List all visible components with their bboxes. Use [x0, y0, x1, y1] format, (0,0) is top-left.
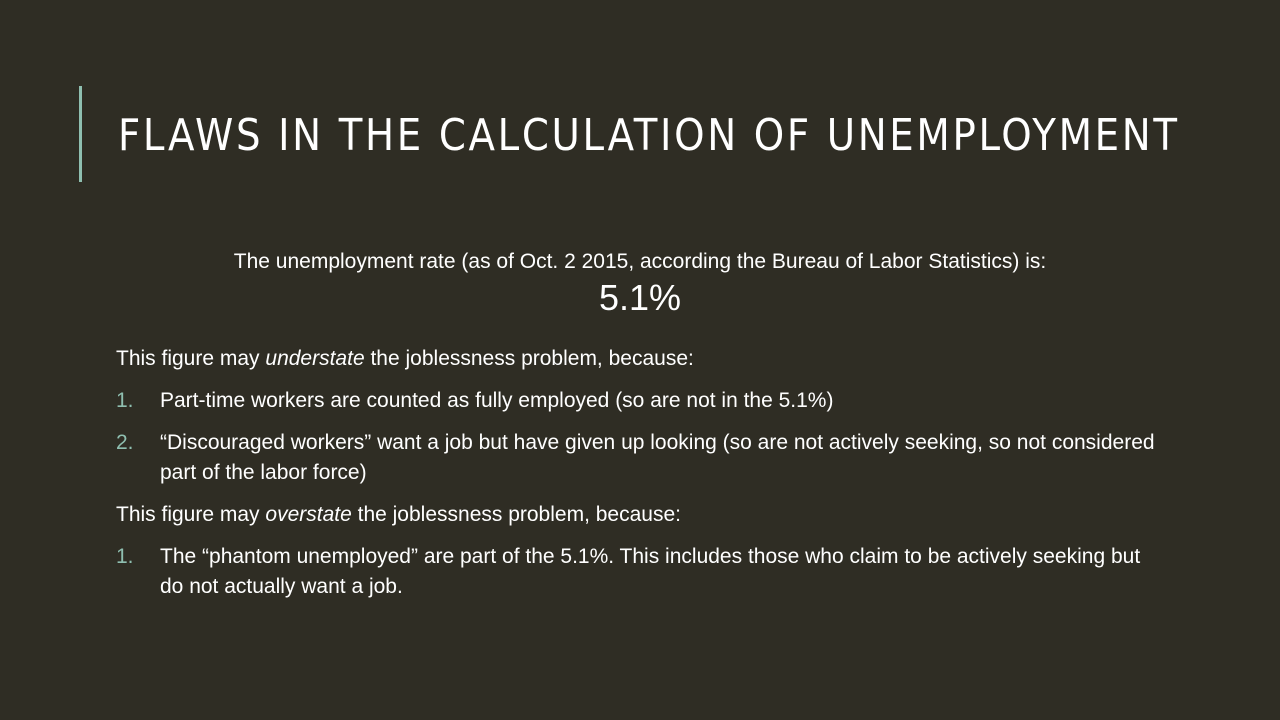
overstate-list: [116, 542, 1166, 602]
list-item-text: The “phantom unemployed” are part of the 5.1%. This includes those who claim to be actively seeking but do not actually want a job.: [160, 545, 1141, 598]
understate-emphasis: understate: [265, 347, 365, 370]
list-number: 1.: [116, 389, 134, 412]
overstate-prefix: This figure may: [116, 503, 266, 526]
overstate-heading: [116, 500, 1166, 530]
list-item: [116, 542, 1166, 602]
list-item: [116, 428, 1166, 488]
intro-text: The unemployment rate (as of Oct. 2 2015, according the Bureau of Labor Statistics) is:: [233, 250, 1047, 273]
understate-suffix: the joblessness problem, because:: [364, 347, 694, 370]
unemployment-rate: 5.1%: [598, 277, 682, 318]
title-accent-bar: [79, 86, 82, 182]
understate-list: [116, 386, 1166, 488]
list-number: 1.: [116, 545, 134, 568]
slide-body: [116, 344, 1166, 614]
overstate-emphasis: overstate: [265, 503, 352, 526]
intro-block: [90, 246, 1190, 318]
list-number: 2.: [116, 431, 134, 454]
list-item-text: “Discouraged workers” want a job but have given up looking (so are not actively seeking, so not considered part of the labor force): [160, 431, 1155, 484]
overstate-suffix: the joblessness problem, because:: [351, 503, 681, 526]
slide-title: FLAWS IN THE CALCULATION OF UNEMPLOYMENT: [118, 110, 1180, 161]
list-item-text: Part-time workers are counted as fully employed (so are not in the 5.1%): [160, 389, 834, 412]
understate-heading: [116, 344, 1166, 374]
understate-prefix: This figure may: [116, 347, 266, 370]
list-item: [116, 386, 1166, 416]
